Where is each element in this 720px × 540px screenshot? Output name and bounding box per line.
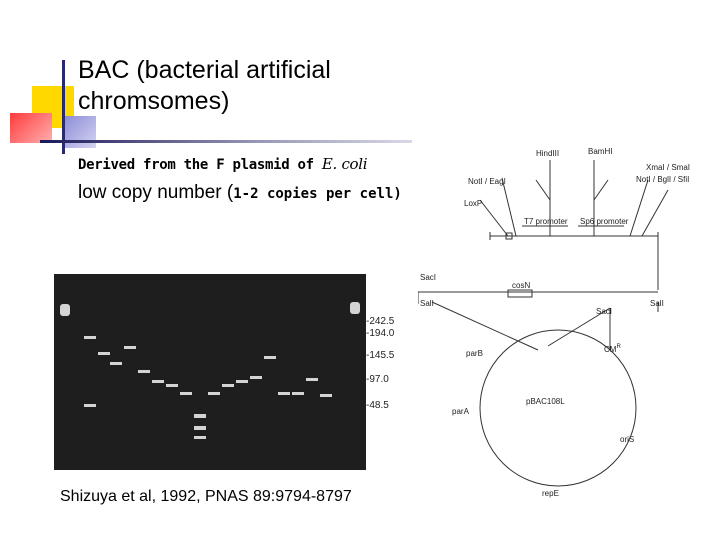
site-sali-right: SalI: [650, 299, 664, 308]
cmr-label: [604, 344, 621, 354]
decor-blue-square: [62, 116, 96, 148]
gel-image: [54, 274, 366, 470]
bullet-2-mono: 1-2 copies per cell): [233, 186, 402, 202]
marker-145: -145.5: [366, 350, 395, 361]
marker-194: -194.0: [366, 328, 395, 339]
marker-97: -97.0: [366, 374, 389, 385]
bullet-derived-from: [78, 155, 367, 173]
bac-vector-svg: [418, 140, 718, 500]
plasmid-name: pBAC108L: [526, 397, 565, 406]
cmr-superscript: R: [616, 344, 621, 350]
site-loxp: LoxP: [464, 199, 483, 208]
gel-size-markers: [366, 314, 406, 419]
bullet-2-text: low copy number (: [78, 182, 234, 203]
gel-photo: [54, 274, 366, 470]
slide-title: BAC (bacterial artificial chromsomes): [78, 56, 331, 115]
site-bamhi: BamHI: [588, 147, 613, 156]
marker-242: -242.5: [366, 316, 395, 327]
site-xmai-smai: XmaI / SmaI: [646, 163, 691, 172]
citation: Shizuya et al, 1992, PNAS 89:9794-8797: [60, 488, 352, 505]
decor-red-square: [10, 113, 52, 143]
site-hindiii: HindIII: [536, 149, 560, 158]
gel-size-marker-labels: [366, 314, 406, 414]
site-noti-eagi: NotI / EagI: [468, 177, 506, 186]
bullet-1-text: Derived from the F plasmid of: [78, 157, 322, 173]
site-saci-mid: SacI: [596, 307, 613, 316]
bac-vector-diagram: [418, 140, 718, 505]
repe-label: repE: [542, 489, 559, 498]
oris-label: oriS: [620, 435, 635, 444]
marker-48: -48.5: [366, 400, 389, 411]
site-noti-bgli-sfii: NotI / BglI / SfiI: [636, 175, 690, 184]
t7-promoter-label: T7 promoter: [524, 217, 568, 226]
parb-label: parB: [466, 349, 483, 358]
cosn-label: cosN: [512, 281, 531, 290]
title-divider: [40, 140, 412, 143]
cmr-text: CM: [604, 345, 617, 354]
bullet-copy-number: [78, 180, 408, 207]
site-sali-left: SalI: [420, 299, 434, 308]
bullet-1-italic: E. coli: [321, 155, 368, 173]
para-label: parA: [452, 407, 469, 416]
sp6-promoter-label: Sp6 promoter: [580, 217, 629, 226]
site-saci-left: SacI: [420, 273, 437, 282]
